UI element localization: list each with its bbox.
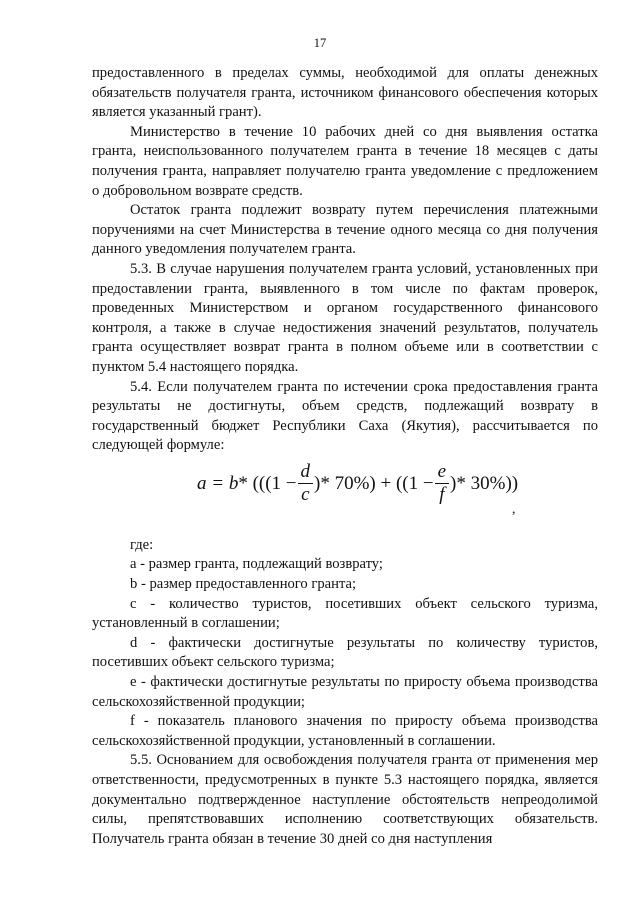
formula-part1-close: )* 70%) + ((1 − xyxy=(314,472,434,494)
formula-trailing-comma: , xyxy=(512,501,516,517)
definition-b: b - размер предоставленного гранта; xyxy=(130,576,357,593)
formula-part1-open: * (((1 − xyxy=(238,472,297,494)
paragraph-5-3: 5.3. В случае нарушения получателем гранта условий, установленных при предоставлении гранта, выявленного в том числе по фактам проверок, проведенных Министерством и органом государственного финансового контроля, а также в случае недостижения значений результатов, получатель гранта осуществляет возврат гранта в полном объеме или в соответствии с пунктом 5.4 настоящего порядка. xyxy=(92,260,598,375)
definition-f: f - показатель планового значения по приросту объема производства сельскохозяйственной продукции, установленный в соглашении. xyxy=(92,713,598,749)
paragraph-remainder-return: Остаток гранта подлежит возврату путем перечисления платежными поручениями на счет Министерства в течение одного месяца со дня получения данного уведомления получателем гранта. xyxy=(92,202,598,258)
formula-expression xyxy=(197,462,518,505)
definition-e: e - фактически достигнутые результаты по приросту объема производства сельскохозяйственной продукции; xyxy=(92,674,598,710)
fraction-numerator-e: e xyxy=(435,462,449,484)
fraction-denominator-f: f xyxy=(439,483,445,505)
definition-c: c - количество туристов, посетивших объект сельского туризма, установленный в соглашении; xyxy=(92,595,598,632)
fraction-e-over-f xyxy=(435,462,449,505)
formula-lhs: a = b xyxy=(197,472,239,494)
definition-a: a - размер гранта, подлежащий возврату; xyxy=(130,556,383,573)
fraction-denominator-c: c xyxy=(301,483,310,505)
paragraph-5-4: 5.4. Если получателем гранта по истечении срока предоставления гранта результаты не достигнуты, объем средств, подлежащий возврату в государственный бюджет Республики Саха (Якутия), рассчитывается по следующей формуле: xyxy=(92,378,598,454)
document-body xyxy=(92,64,598,849)
page-number: 17 xyxy=(313,36,327,50)
paragraph-ministry-notice: Министерство в течение 10 рабочих дней со дня выявления остатка гранта, неиспользованного получателем гранта в течение 18 месяцев с даты получения гранта, направляет получателю гранта уведомление с предложением о добровольном возврате средств. xyxy=(92,123,598,199)
paragraph-continuation: предоставленного в пределах суммы, необходимой для оплаты денежных обязательств получателя гранта, источником финансового обеспечения которых является указанный грант). xyxy=(92,65,598,121)
where-label: где: xyxy=(130,536,154,553)
fraction-numerator-d: d xyxy=(298,462,314,484)
fraction-d-over-c xyxy=(298,462,314,505)
formula-part2-close: )* 30%)) xyxy=(450,472,519,494)
return-formula xyxy=(92,458,598,530)
definition-d: d - фактически достигнутые результаты по количеству туристов, посетивших объект сельского туризма; xyxy=(92,634,598,671)
paragraph-5-5: 5.5. Основанием для освобождения получателя гранта от применения мер ответственности, предусмотренных в пункте 5.3 настоящего порядка, является документально подтвержденное наступление обстоятельств непреодолимой силы, препятствовавших исполнению соответствующих обязательств. Получатель гранта обязан в течение 30 дней со дня наступления xyxy=(92,752,598,847)
